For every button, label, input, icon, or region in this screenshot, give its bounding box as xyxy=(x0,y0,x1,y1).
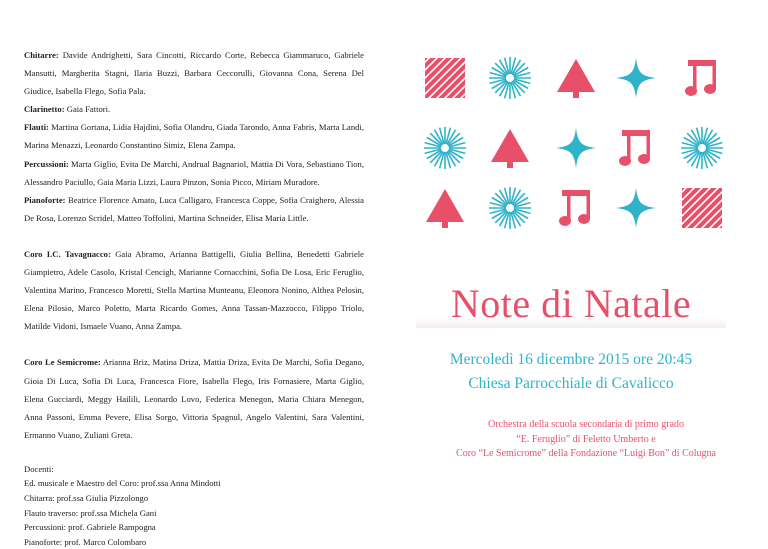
event-info xyxy=(416,348,726,396)
orchestra-line: Coro “Le Semicrome” della Fondazione “Luigi Bon” di Colugna xyxy=(456,448,716,459)
coro-ic-paragraph: Coro I.C. Tavagnacco: Gaia Abramo, Arianna Battigelli, Giulia Bellina, Benedetti Gabriele Giampietro, Adele Casolo, Kristal Cencigh, Marianne Cornacchini, Sofia De Losa, Eric Feruglio, Valentina Marino, Francesco Moretti, Stella Martina Munteanu, Eleonora Nonino, Althea Pelosin, Elena Pilosio, Marco Poletto, Marta Ricardo Gomes, Anna Tassan-Mazzocco, Filippo Triolo, Matilde Vidoni, Ismaele Vuano, Anna Zampa. xyxy=(24,248,364,332)
docenti-block xyxy=(24,462,364,549)
star-icon xyxy=(614,56,658,100)
music-note-icon xyxy=(614,126,658,170)
starburst-icon xyxy=(488,56,532,100)
orchestra-info xyxy=(416,418,756,462)
christmas-icon-grid xyxy=(418,56,728,246)
star-icon xyxy=(554,126,598,170)
event-venue: Chiesa Parrocchiale di Cavalicco xyxy=(468,375,674,392)
docenti-line: Ed. musicale e Maestro del Coro: prof.ssa Anna Mindotti xyxy=(24,478,221,489)
starburst-icon xyxy=(423,126,467,170)
docenti-line: Percussioni: prof. Gabriele Rampogna xyxy=(24,522,156,533)
docenti-line: Flauto traverso: prof.ssa Michela Gani xyxy=(24,507,157,518)
docenti-title: Docenti: xyxy=(24,463,54,474)
star-icon xyxy=(614,186,658,230)
tree-icon xyxy=(488,126,532,170)
event-date: Mercoledì 16 dicembre 2015 ore 20:45 xyxy=(449,351,693,368)
chitarre-paragraph: Chitarre: Davide Andrighetti, Sara Cincotti, Riccardo Corte, Rebecca Giammaruco, Gabriele Mansutti, Margherita Stagni, Ilaria Buzzi, Barbara Ceccorulli, Giovanna Cona, Serena Del Giudice, Isabella Flego, Sofia Pala. xyxy=(24,50,364,97)
credits-column xyxy=(24,46,364,549)
stripes-icon xyxy=(680,186,724,230)
docenti-line: Chitarra: prof.ssa Giulia Pizzolongo xyxy=(24,493,149,504)
music-note-icon xyxy=(680,56,724,100)
orchestra-line: Orchestra della scuola secondaria di primo grado xyxy=(487,419,685,430)
starburst-icon xyxy=(680,126,724,170)
music-note-icon xyxy=(554,186,598,230)
stripes-icon xyxy=(423,56,467,100)
pianoforte-paragraph: Pianoforte: Beatrice Florence Amato, Luca Calligaro, Francesca Coppe, Sofia Craighero, Alessia De Rosa, Lorenzo Scridel, Matteo Toffolini, Martina Schneider, Elisa Maria Little. xyxy=(24,194,364,223)
event-title: Note di Natale xyxy=(416,280,726,328)
docenti-line: Pianoforte: prof. Marco Colombaro xyxy=(24,536,147,547)
tree-icon xyxy=(423,186,467,230)
flauti-paragraph: Flauti: Martina Gortana, Lidia Hajdini, Sofia Olandru, Giada Tarondo, Anna Fabris, Marta Landi, Marina Menazzi, Leonardo Constantino Simiz, Elena Zampa. xyxy=(24,122,364,151)
starburst-icon xyxy=(488,186,532,230)
coro-semicrome-paragraph: Coro Le Semicrome: Arianna Briz, Matina Driza, Mattia Driza, Evita De Marchi, Sofia Degano, Gioia Di Luca, Sofia Di Luca, Francesca Fiore, Isabella Flego, Iris Fornasiere, Marta Giglio, Elena Gucciardi, Meggy Hailili, Leonardo Lovo, Federica Menegon, Maria Chiara Menegon, Anna Passoni, Emma Pevere, Elisa Sorgo, Vittoria Spagnul, Angelo Valentini, Sara Valentini, Ermanno Vuano, Zuliani Greta. xyxy=(24,357,364,440)
clarinetto-paragraph: Clarinetto: Gaia Fattori. xyxy=(24,104,111,115)
percussioni-paragraph: Percussioni: Marta Giglio, Evita De Marchi, Andrual Bagnariol, Mattia Di Vora, Sebastiano Tion, Alessandro Paciullo, Gaia Maria Lizzi, Laura Pinzon, Sonia Picco, Miriam Muradore. xyxy=(24,158,364,187)
tree-icon xyxy=(554,56,598,100)
orchestra-line: “E. Feruglio” di Feletto Umberto e xyxy=(516,433,656,445)
